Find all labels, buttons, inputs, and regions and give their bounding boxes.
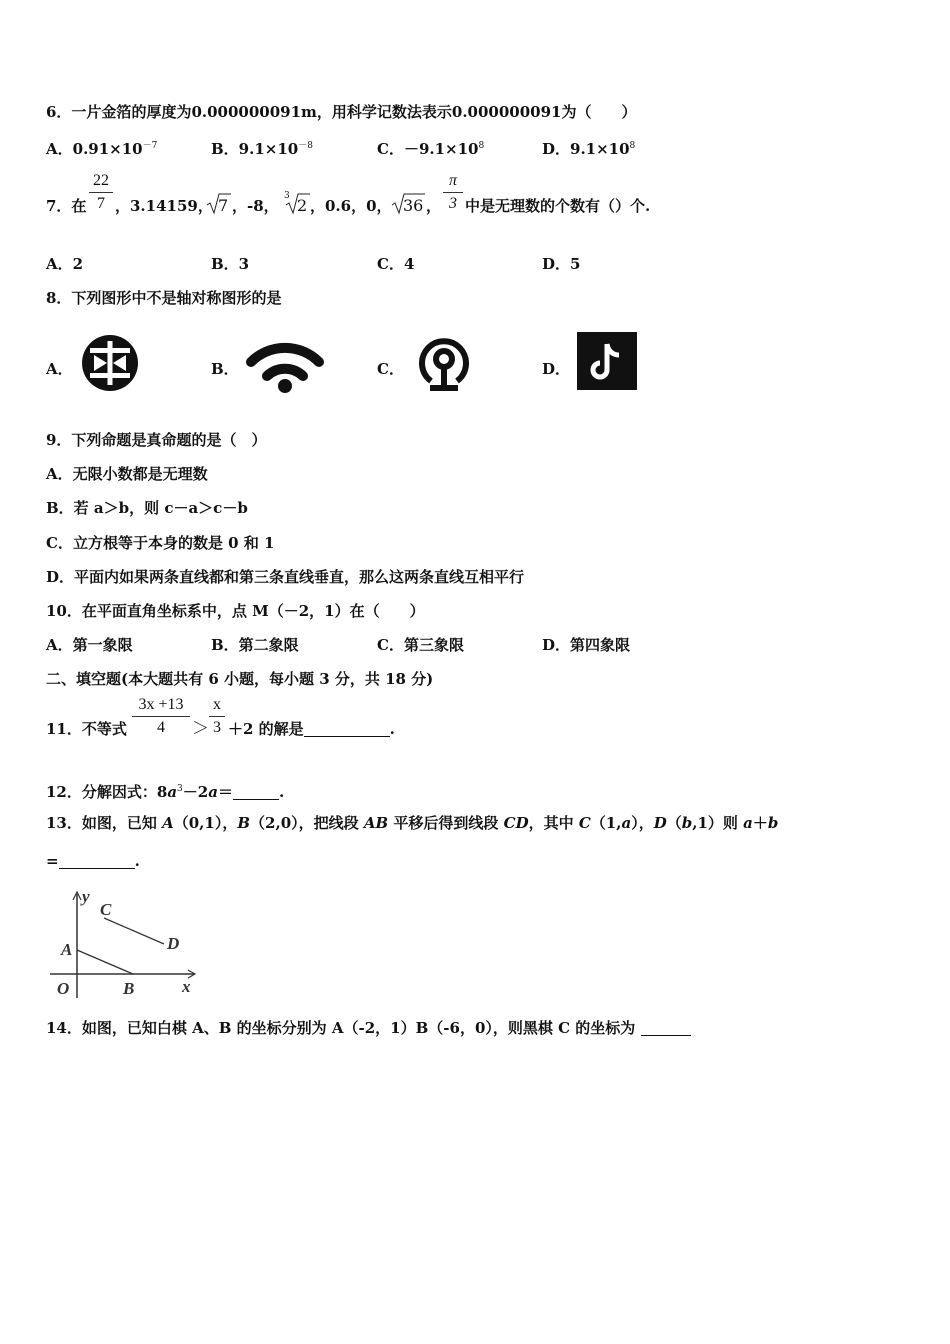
q9-option-a: A．无限小数都是无理数 [46,465,208,483]
label-a: A [61,940,73,959]
label-origin: O [57,979,70,998]
label-x: x [182,977,191,996]
q11-fraction-left: $\frac{3x +13}{4}$ [132,694,190,739]
railway-logo-icon [413,333,475,395]
q12-text: 12．分解因式：$8a^3-2a=$ . [46,783,285,801]
label-d: D [167,934,180,953]
segment-ab [77,950,133,974]
q13-coordinate-figure [46,886,206,1002]
q11-answer-blank[interactable] [304,722,390,737]
label-b: B [123,979,135,998]
q9-option-b: B．若 a＞b，则 c－a＞c－b [46,499,248,517]
q7-after-sqrt7: ，-8， [232,197,279,215]
q7-suffix: 中是无理数的个数有（）个. [465,197,651,215]
q6-text: 6．一片金箔的厚度为0.000000091m，用科学记数法表示0.000000091为（ ） [46,103,637,121]
q8-text: 8．下列图形中不是轴对称图形的是 [46,289,282,307]
q10-option-d: D．第四象限 [542,636,631,654]
q11-fraction-right: $\frac{x}{3}$ [209,694,225,739]
q13-answer-blank[interactable] [59,854,135,869]
q7-sqrt7-radicand: 7 [218,196,229,215]
q8-option-b-label: B． [211,360,239,378]
q7-option-c: C．4 [377,255,415,273]
q7-cube-root-index: 3 [284,191,290,201]
q14-text: 14．如图，已知白棋 A、B 的坐标分别为 A（-2，1）B（-6，0），则黑棋 C 的坐标为 [46,1018,691,1038]
q12-answer-blank[interactable] [233,785,279,800]
q7-fraction-pi-3: $\frac{\pi}{3}$ [443,170,463,215]
q8-option-a-label: A． [46,360,73,378]
label-c: C [100,900,112,919]
q10-option-b: B．第二象限 [211,636,299,654]
tiktok-logo-icon [577,332,637,390]
q9-option-c: C．立方根等于本身的数是 0 和 1 [46,534,275,552]
q13-text: 13．如图，已知 A（0,1），B（2,0），把线段 AB 平移后得到线段 CD，其中 C（1,a），D（b,1）则 a＋b [46,814,779,832]
q6-option-c: C．$-9.1\times 10^8$ [377,140,485,158]
q7-option-a: A．2 [46,255,84,273]
metro-logo-icon [80,333,140,393]
q7-option-b: B．3 [211,255,250,273]
q7-after-frac1: ，3.14159， [115,197,213,215]
q11-prefix: 11．不等式 [46,720,127,738]
q7-sqrt36-radicand: 36 [403,196,424,215]
q9-option-d: D．平面内如果两条直线都和第三条直线垂直，那么这两条直线互相平行 [46,568,525,586]
q10-text: 10．在平面直角坐标系中，点 M（－2，1）在（ ） [46,602,425,620]
q14-answer-blank[interactable] [641,1021,691,1036]
q13-answer-line: = . [46,852,140,870]
q6-option-a: A．$0.91\times 10^{-7}$ [46,140,158,158]
q7-after-cbrt: ，0.6，0， [310,197,392,215]
q9-text: 9．下列命题是真命题的是（ ） [46,431,267,449]
q11-greater-than: ＞ [192,719,209,739]
q11-suffix: ＋2 的解是 . [228,720,395,738]
q7-cbrt2-radicand: 2 [297,196,308,215]
q6-option-d: D．$9.1\times 10^8$ [542,140,636,158]
section-heading-fill-in: 二、填空题(本大题共有 6 小题，每小题 3 分，共 18 分) [46,670,434,688]
q7-after-sqrt36: ， [426,197,442,215]
q6-option-b: B．$9.1\times 10^{-8}$ [211,140,313,158]
wifi-icon [245,338,325,396]
q7-fraction-22-7: $\frac{22}{7}$ [89,170,113,215]
q7-option-d: D．5 [542,255,581,273]
q10-option-a: A．第一象限 [46,636,133,654]
label-y: y [82,887,90,906]
q8-option-c-label: C． [377,360,404,378]
q7-prefix: 7．在 [46,197,87,215]
segment-cd [104,918,164,944]
q10-option-c: C．第三象限 [377,636,464,654]
q8-option-d-label: D． [542,360,571,378]
